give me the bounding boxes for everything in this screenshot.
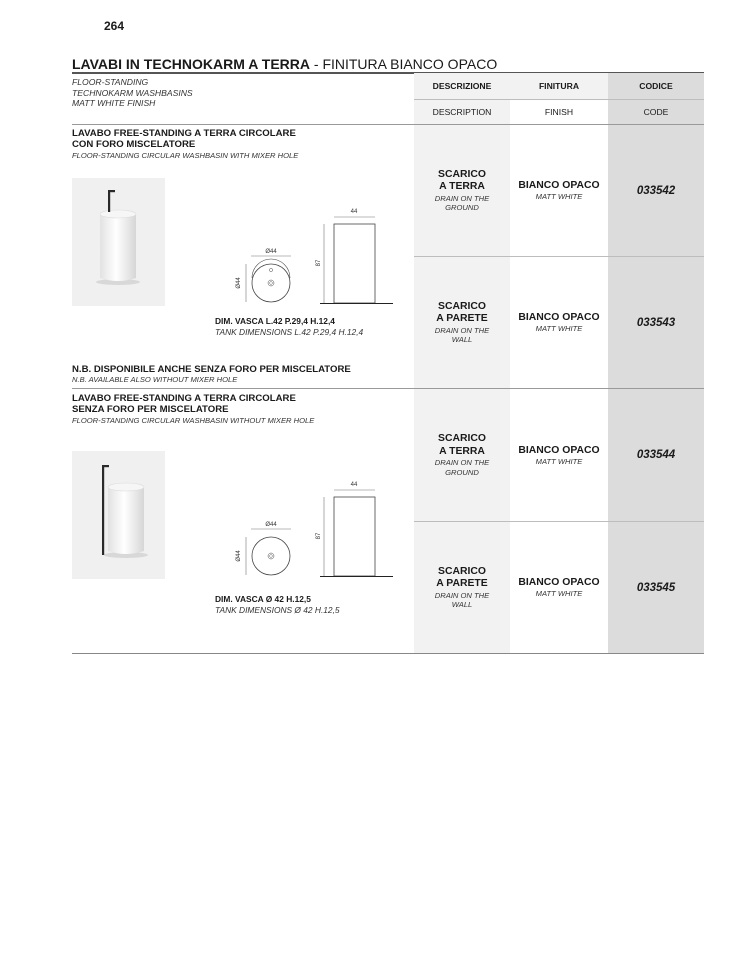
header-subtitle-line: FLOOR-STANDING [72, 77, 149, 87]
table-row-code [608, 257, 704, 388]
section-title-line: CON FORO MISCELATORE [72, 138, 196, 150]
table-row-desc [414, 522, 510, 653]
desc-sub: WALL [451, 600, 473, 609]
section-title-line: LAVABO FREE-STANDING A TERRA CIRCOLARE [72, 393, 296, 404]
section-subtitle: FLOOR-STANDING CIRCULAR WASHBASIN WITHOUT MIXER HOLE [72, 416, 315, 425]
technical-drawing [228, 205, 398, 307]
desc-sub: WALL [451, 335, 473, 344]
section-1-heading [72, 129, 402, 160]
desc-sub: GROUND [445, 467, 479, 477]
height-label: 87 [316, 532, 322, 540]
section-title-line: SENZA FORO PER MISCELATORE [72, 403, 229, 415]
product-photo [72, 451, 165, 579]
finish-main: BIANCO OPACO [518, 180, 600, 191]
desc-main: SCARICO [438, 300, 486, 312]
page-title-normal: - FINITURA BIANCO OPACO [310, 56, 498, 72]
section-title-line: LAVABO FREE-STANDING A TERRA CIRCOLARE [72, 128, 296, 139]
finish-main: BIANCO OPACO [518, 444, 600, 456]
table-row-finish [510, 125, 608, 256]
column-header-code: CODICE [639, 81, 673, 91]
desc-main: A PARETE [436, 313, 488, 324]
note-title: N.B. DISPONIBILE ANCHE SENZA FORO PER MISCELATORE [72, 364, 351, 375]
header-subtitle-line: MATT WHITE FINISH [72, 98, 156, 108]
note-sub: N.B. AVAILABLE ALSO WITHOUT MIXER HOLE [72, 375, 238, 384]
table-row-desc [414, 389, 510, 521]
product-code: 033543 [636, 316, 676, 329]
column-header-finish: FINITURA [538, 81, 580, 91]
top-diameter-label: Ø44 [265, 522, 277, 528]
washbasin-dimension-drawing [228, 478, 398, 580]
product-code: 033544 [636, 449, 676, 461]
column-subheader-desc: DESCRIPTION [432, 107, 492, 117]
finish-sub: MATT WHITE [535, 456, 583, 466]
desc-sub: DRAIN ON THE [434, 458, 490, 467]
tank-dimensions-sub: TANK DIMENSIONS L.42 P.29,4 H.12,4 [215, 327, 364, 337]
product-code: 033545 [636, 581, 676, 594]
tank-dimensions [215, 316, 363, 337]
table-row-finish [510, 257, 608, 388]
page-number: 264 [104, 19, 125, 33]
column-subheader-finish: FINISH [544, 107, 574, 117]
table-row-code [608, 389, 704, 521]
desc-main: A TERRA [439, 445, 485, 457]
header-subtitle [72, 77, 193, 109]
finish-main: BIANCO OPACO [518, 577, 600, 588]
washbasin-dimension-drawing [228, 205, 398, 307]
width-label: 44 [350, 482, 358, 488]
table-row-code [608, 125, 704, 256]
finish-main: BIANCO OPACO [518, 312, 600, 323]
table-row-finish [510, 522, 608, 653]
desc-sub: DRAIN ON THE [434, 325, 490, 335]
table-row-code [608, 522, 704, 653]
tank-dimensions-sub: TANK DIMENSIONS Ø 42 H.12,5 [215, 605, 340, 615]
side-diameter-label: Ø44 [236, 277, 242, 289]
section-subtitle: FLOOR-STANDING CIRCULAR WASHBASIN WITH MIXER HOLE [72, 151, 299, 160]
height-label: 87 [316, 259, 322, 267]
technical-drawing [228, 478, 398, 580]
desc-sub: DRAIN ON THE [434, 590, 490, 600]
side-diameter-label: Ø44 [236, 550, 242, 562]
product-code: 033542 [636, 184, 676, 197]
width-label: 44 [350, 209, 358, 215]
tank-dimensions-main: DIM. VASCA Ø 42 H.12,5 [215, 594, 311, 604]
column-header-desc: DESCRIZIONE [432, 81, 492, 91]
desc-main: A PARETE [436, 578, 488, 589]
desc-main: SCARICO [438, 565, 486, 577]
washbasin-with-mixer-illustration [72, 178, 165, 306]
table-row-desc [414, 125, 510, 256]
desc-main: SCARICO [438, 433, 486, 444]
desc-main: A TERRA [439, 181, 485, 192]
header-subtitle-line: TECHNOKARM WASHBASINS [72, 87, 193, 98]
finish-sub: MATT WHITE [535, 324, 583, 333]
note [72, 364, 351, 384]
desc-sub: DRAIN ON THE [434, 193, 490, 203]
table-row-desc [414, 257, 510, 388]
washbasin-without-mixer-illustration [72, 451, 165, 579]
finish-sub: MATT WHITE [535, 589, 583, 598]
product-photo [72, 178, 165, 306]
table-bottom-rule [72, 653, 704, 654]
page-title-bold: LAVABI IN TECHNOKARM A TERRA [72, 56, 310, 72]
section-2-heading [72, 394, 402, 425]
desc-main: SCARICO [438, 168, 486, 180]
desc-sub: GROUND [445, 203, 479, 212]
top-diameter-label: Ø44 [265, 249, 277, 255]
column-subheader-code: CODE [643, 107, 669, 117]
tank-dimensions [215, 594, 340, 615]
table-row-finish [510, 389, 608, 521]
finish-sub: MATT WHITE [535, 192, 583, 201]
page-title [72, 56, 497, 72]
tank-dimensions-main: DIM. VASCA L.42 P.29,4 H.12,4 [215, 316, 335, 326]
